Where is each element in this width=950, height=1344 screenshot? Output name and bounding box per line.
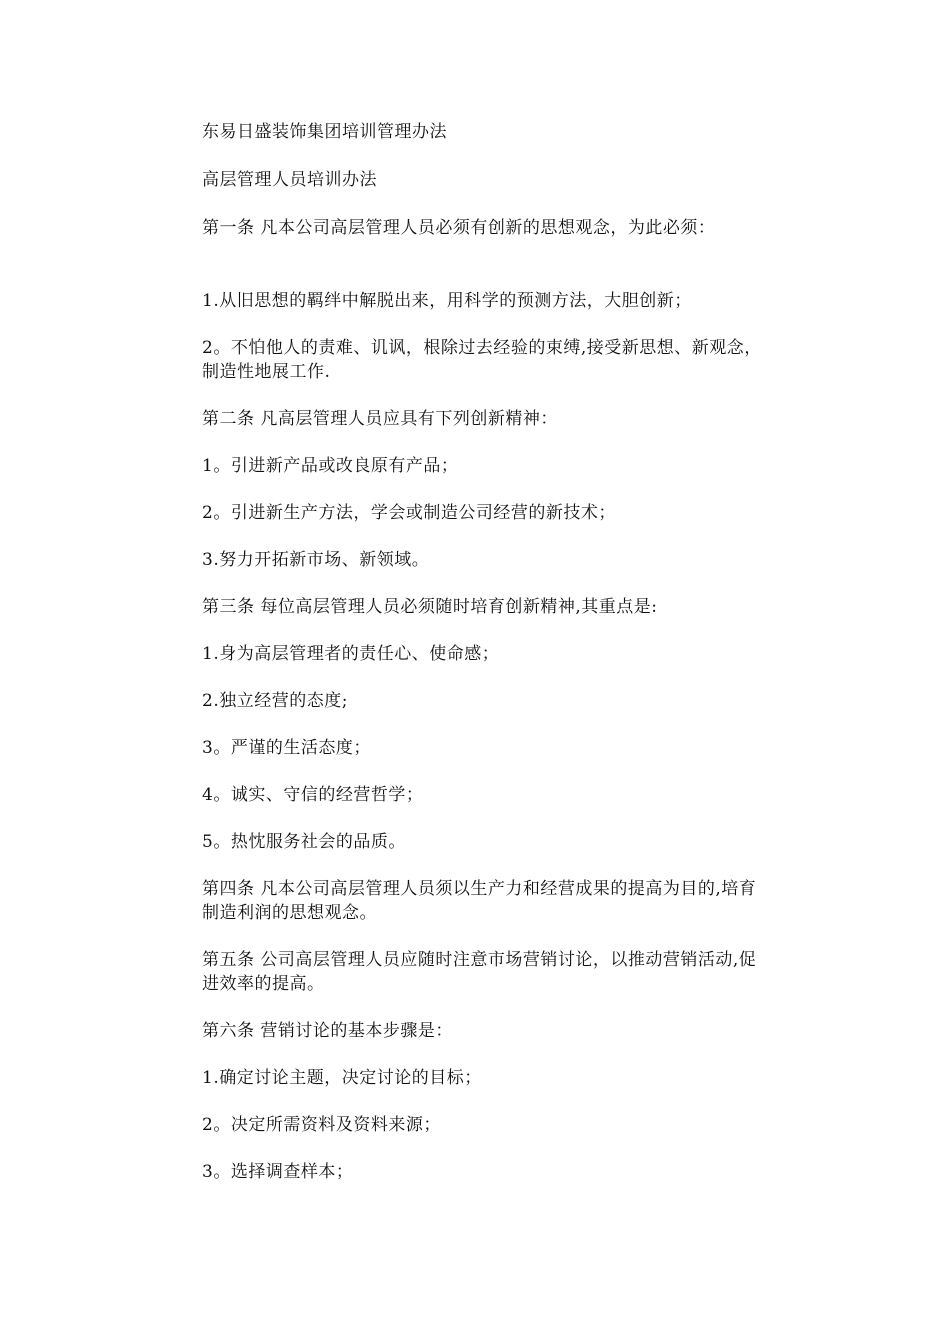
article-2: 第二条 凡高层管理人员应具有下列创新精神： — [202, 409, 558, 429]
article-5: 第五条 公司高层管理人员应随时注意市场营销讨论，以推动营销活动,促进效率的提高。 — [202, 950, 757, 994]
blank-line — [202, 263, 762, 289]
article-3: 第三条 每位高层管理人员必须随时培育创新精神,其重点是: — [202, 597, 658, 617]
article-2-item-2: 2。引进新生产方法，学会或制造公司经营的新技术； — [202, 503, 616, 523]
article-3-item-3: 3。严谨的生活态度； — [202, 738, 371, 758]
document-title: 东易日盛装饰集团培训管理办法 — [202, 122, 447, 142]
article-3-item-2: 2.独立经营的态度; — [202, 691, 348, 711]
document-body — [202, 120, 762, 1207]
article-1-item-2: 2。不怕他人的责难、讥讽，根除过去经验的束缚,接受新思想、新观念，制造性地展工作. — [202, 338, 762, 382]
article-1: 第一条 凡本公司高层管理人员必须有创新的思想观念，为此必须： — [202, 218, 716, 238]
article-1-item-1: 1.从旧思想的羁绊中解脱出来，用科学的预测方法，大胆创新； — [202, 291, 692, 311]
article-3-item-4: 4。诚实、守信的经营哲学； — [202, 785, 424, 805]
article-3-item-5: 5。热忱服务社会的品质。 — [202, 832, 406, 852]
article-2-item-3: 3.努力开拓新市场、新领域。 — [202, 550, 430, 570]
article-2-item-1: 1。引进新产品或改良原有产品； — [202, 456, 459, 476]
article-3-item-1: 1.身为高层管理者的责任心、使命感； — [202, 644, 500, 664]
article-4: 第四条 凡本公司高层管理人员须以生产力和经营成果的提高为目的,培育制造利润的思想观念。 — [202, 879, 757, 923]
document-subtitle: 高层管理人员培训办法 — [202, 170, 377, 190]
article-6-item-1: 1.确定讨论主题，决定讨论的目标； — [202, 1068, 482, 1088]
article-6: 第六条 营销讨论的基本步骤是： — [202, 1021, 453, 1041]
article-6-item-2: 2。决定所需资料及资料来源； — [202, 1115, 441, 1135]
article-6-item-3: 3。选择调查样本； — [202, 1162, 354, 1182]
